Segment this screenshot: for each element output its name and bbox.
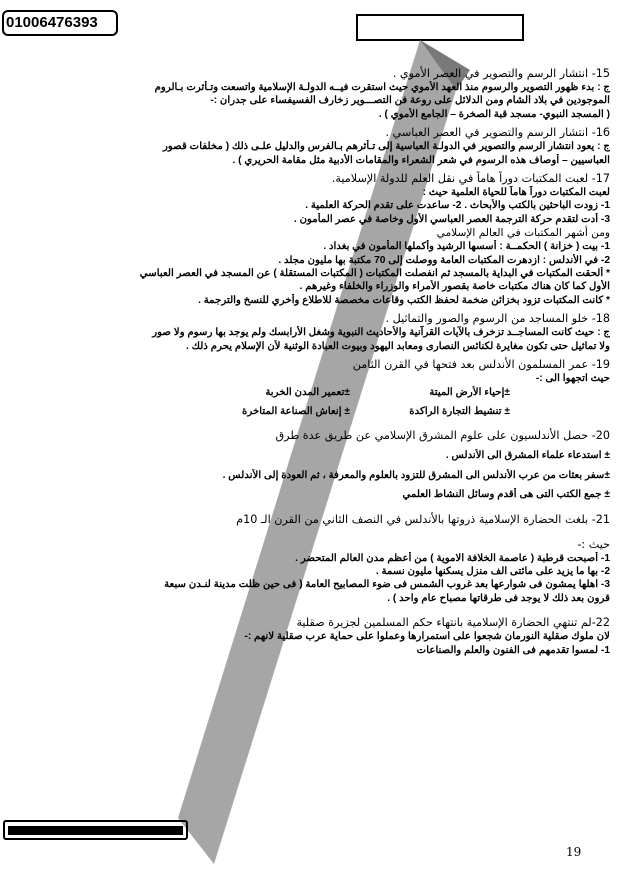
q17-intro: لعبت المكتبات دوراً هاماً للحياة العلمية حيث : bbox=[422, 187, 610, 199]
q17-line-3: 1- بيت ( خزانة ) الحكمــة : أسسها الرشيد وأكملها المأمون في بغداد . bbox=[323, 241, 610, 253]
q18-line-2: ولا تماثيل حتى تكون مغايرة لكنائس النصارى ومعابد اليهود وبيوت العبادة الوثنية لأن الإسلام يحرم ذلك . bbox=[186, 340, 610, 352]
q21-line-3: 3- اهلها يمشون فى شوارعها بعد غروب الشمس فى ضوء المصابيح العامة ( فى حين ظلت مدينة لنـدن سبعة bbox=[164, 579, 610, 591]
q17-title: 17- لعبت المكتبات دوراً هاماً في نقل العلم للدولة الإسلامية. bbox=[331, 172, 610, 186]
q22-line-2: 1- لمسوا تقدمهم فى الفنون والعلم والصناعات bbox=[416, 644, 610, 656]
q15-title: 15- انتشار الرسم والتصوير في العصر الأموي . bbox=[392, 67, 610, 80]
phone-number-box: 01006476393 bbox=[2, 10, 118, 36]
q15-line-1: ج : بدء ظهور التصوير والرسوم منذ العهد الأموي حيث استقرت فيــه الدولـة الإسلامية واتسعت وتـأثرت بـالروم bbox=[154, 82, 610, 93]
q17-line-7: * كانت المكتبات تزود بخزائن ضخمة لحفظ الكتب وقاعات مخصصة للاطلاع وأخري للنسخ والترجمة . bbox=[198, 294, 610, 306]
q20-line-3: ± جمع الكتب التى هى أقدم وسائل النشاط العلمي bbox=[402, 489, 610, 501]
q17-subheading: ومن أشهر المكتبات في العالم الإسلامي bbox=[436, 227, 610, 240]
q17-line-2: 3- أدت لتقدم حركة الترجمة العصر العباسي الأول وخاصة في عصر المأمون . bbox=[293, 213, 610, 225]
q21-line-2: 2- بها ما يزيد على مائتى الف منزل يسكنها مليون نسمة . bbox=[375, 565, 610, 577]
q18-title: 18- خلو المساجد من الرسوم والصور والتماثيل . bbox=[385, 312, 610, 326]
q18-line-1: ج : حيث كانت المساجــد تزخرف بالآيات القرآنية والأحاديث النبوية وشغل الأرابسك ولم يوجد بها رسوم ولا صور bbox=[152, 327, 610, 339]
q17-line-5: * ألحقت المكتبات في البداية بالمسجد ثم انفصلت المكتبات ( المكتبات المستقلة ) عن المسجد في العصر العباسي bbox=[139, 268, 610, 280]
q22-line-1: لان ملوك صقلية النورمان شجعوا على استمرارها وعملوا على حماية عرب صقلية لانهم :- bbox=[244, 631, 610, 643]
q16-line-1: ج : يعود انتشار الرسم والتصوير في الدولـة العباسية إلى تـأثرهم بـالفرس والدليل علـى ذلك ( مخلفات قصور bbox=[162, 141, 610, 153]
q15-line-2: الموجودين في بلاد الشام ومن الدلائل على روعة فن التصـــوير زخارف الفسيفساء على جدران :- bbox=[210, 95, 610, 107]
q20-line-1: ± استدعاء علماء المشرق الى الأندلس . bbox=[445, 450, 610, 462]
q21-intro: حيث :- bbox=[577, 537, 610, 551]
q17-line-4: 2- في الأندلس : ازدهرت المكتبات العامة ووصلت إلى 70 مكتبة بها مليون مجلد . bbox=[278, 254, 610, 266]
q21-line-4: قرون بعد ذلك لا يوجد فى طرقاتها مصباح عام واحد ) . bbox=[387, 592, 610, 604]
q19-item-2: ±تعمير المدن الخربة bbox=[265, 386, 350, 398]
q16-line-2: العباسيين – أوصاف هذه الرسوم في شعر الشعراء والمقامات الأدبية مثل مقامة الحريري ) . bbox=[232, 154, 610, 166]
q19-intro: حيث اتجهوا الى :- bbox=[535, 373, 610, 385]
q22-title: 22-لم تنتهي الحضارة الإسلامية بانتهاء حكم المسلمين لجزيرة صقلية bbox=[296, 616, 610, 630]
q20-title: 20- حصل الأندلسيون على علوم المشرق الإسلامي عن طريق عدة طرق bbox=[275, 429, 610, 443]
q19-item-1: ±إحياء الأرض الميتة bbox=[429, 386, 510, 398]
page-content bbox=[26, 62, 610, 657]
q19-row-1 bbox=[26, 386, 610, 399]
page-number: 19 bbox=[566, 845, 582, 859]
footer-black-bar bbox=[8, 826, 183, 835]
q20-line-2: ±سفر بعثات من عرب الأندلس الى المشرق للتزود بالعلوم والمعرفة ، ثم العودة إلى الأندلس . bbox=[222, 469, 610, 481]
q21-line-1: 1- أصبحت قرطبة ( عاصمة الخلافة الاموية ) من أعظم مدن العالم المتحضر . bbox=[295, 552, 610, 564]
q15-line-3: ( المسجد النبوي- مسجد قبة الصخرة – الجامع الأموي ) . bbox=[378, 108, 610, 120]
q19-item-4: ± إنعاش الصناعة المتاخرة bbox=[242, 405, 350, 417]
q21-title: 21- بلغت الحضارة الإسلامية ذروتها بالأندلس في النصف الثاني من القرن الـ 10م bbox=[236, 512, 610, 526]
q19-title: 19- عمر المسلمون الأندلس بعد فتحها في القرن الثامن bbox=[352, 358, 610, 372]
q17-line-1: 1- زودت الباحثين بالكتب والأبحاث . 2- ساعدت على تقدم الحركة العلمية . bbox=[305, 200, 610, 212]
q19-row-2 bbox=[26, 405, 610, 418]
q19-item-3: ± تنشيط التجارة الراكدة bbox=[409, 405, 510, 417]
q16-title: 16- انتشار الرسم والتصوير في العصر العباسي . bbox=[385, 126, 610, 140]
q17-line-6: الأول كما كان هناك مكتبات خاصة بقصور الأمراء والوزراء والخلفاء وغيرهم . bbox=[299, 281, 610, 293]
